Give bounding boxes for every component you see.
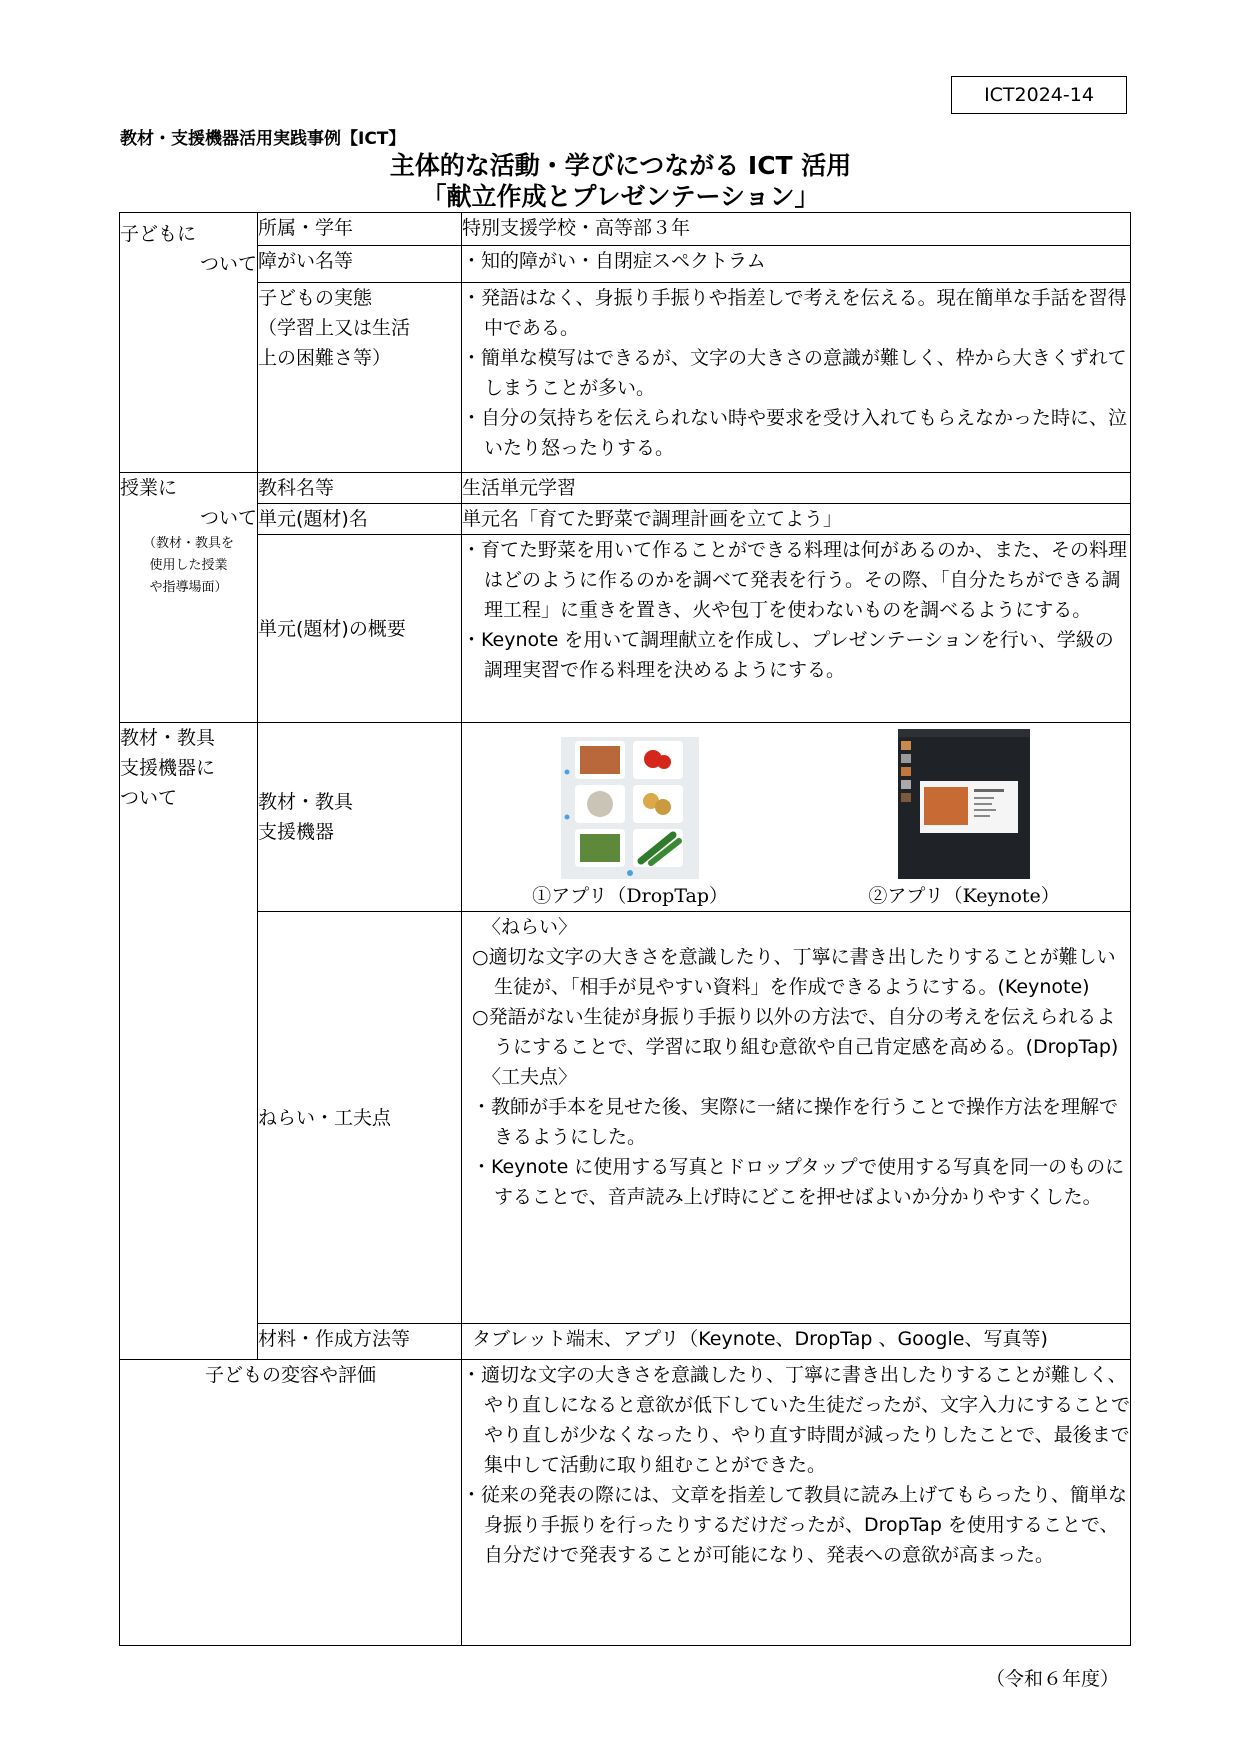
droptap-caption: ①アプリ（DropTap） xyxy=(532,885,729,907)
document-code: ICT2024-14 xyxy=(951,76,1127,114)
page-subtitle: 「献立作成とプレゼンテーション」 xyxy=(421,182,820,211)
child-state-item: ・発語はなく、身振り手振りや指差しで考えを伝える。現在簡単な手話を習得中である。 xyxy=(462,287,1127,339)
aims-heading: 〈ねらい〉 xyxy=(482,916,578,938)
ideas-item: ・Keynote に使用する写真とドロップタップで使用する写真を同一のものにすることで、音声読み上げ時にどこを押せばよいか分かりやすくした。 xyxy=(472,1156,1125,1208)
category-lesson-sub2: 使用した授業 xyxy=(149,558,228,573)
ideas-item: ・教師が手本を見せた後、実際に一緒に操作を行うことで操作方法を理解できるようにした。 xyxy=(472,1096,1119,1148)
affiliation-label: 所属・学年 xyxy=(258,213,462,246)
child-state-item: ・自分の気持ちを伝えられない時や要求を受け入れてもらえなかった時に、泣いたり怒ったりする。 xyxy=(462,407,1128,459)
aims-value xyxy=(462,912,1131,1324)
category-materials-line1: 教材・教具 xyxy=(120,727,216,749)
case-table xyxy=(119,212,1131,1646)
method-label: 材料・作成方法等 xyxy=(258,1324,462,1360)
category-materials xyxy=(120,723,258,1360)
aims-label: ねらい・工夫点 xyxy=(258,912,462,1324)
child-state-label-line1: 子どもの実態 xyxy=(258,287,373,309)
unit-overview-label: 単元(題材)の概要 xyxy=(258,535,462,723)
evaluation-item: ・適切な文字の大きさを意識したり、丁寧に書き出したりすることが難しく、やり直しになると意欲が低下していた生徒だったが、文字入力にすることでやり直しが少なくなったり、やり直す時間が減ったりしたことで、最後まで集中して活動に取り組むことができた。 xyxy=(462,1364,1131,1476)
category-lesson-line1: 授業に xyxy=(120,477,178,499)
category-materials-line3: ついて xyxy=(120,787,178,809)
aims-item: ○発語がない生徒が身振り手振り以外の方法で、自分の考えを伝えられるようにすることで、学習に取り組む意欲や自己肯定感を高める。(DropTap) xyxy=(472,1006,1119,1058)
category-lesson-sub3: や指導場面） xyxy=(149,580,228,595)
tools-label xyxy=(258,723,462,912)
aims-item: ○適切な文字の大きさを意識したり、丁寧に書き出したりすることが難しい生徒が、「相手が見やすい資料」を作成できるようにする。(Keynote) xyxy=(472,946,1116,998)
category-child-line1: 子どもに xyxy=(120,223,197,245)
document-type-label: 教材・支援機器活用実践事例【ICT】 xyxy=(120,129,406,149)
ideas-heading: 〈工夫点〉 xyxy=(482,1066,578,1088)
category-materials-line2: 支援機器に xyxy=(120,757,216,779)
evaluation-item: ・従来の発表の際には、文章を指差して教員に読み上げてもらったり、簡単な身振り手振りを行ったりするだけだったが、DropTap を使用することで、自分だけで発表することが可能になり、発表への意欲が高まった。 xyxy=(462,1484,1128,1566)
evaluation-label: 子どもの変容や評価 xyxy=(120,1360,462,1646)
disability-value: ・知的障がい・自閉症スペクトラム xyxy=(462,246,1131,283)
subject-value: 生活単元学習 xyxy=(462,473,1131,504)
category-child xyxy=(120,213,258,473)
fiscal-year-note: （令和６年度） xyxy=(985,1668,1119,1690)
unit-overview-item: ・Keynote を用いて調理献立を作成し、プレゼンテーションを行い、学級の調理実習で作る料理を決めるようにする。 xyxy=(462,629,1114,681)
category-child-line2: ついて xyxy=(199,253,257,275)
category-lesson-line2: ついて xyxy=(199,507,257,529)
keynote-caption: ②アプリ（Keynote） xyxy=(868,885,1060,907)
unit-name-value: 単元名「育てた野菜で調理計画を立てよう」 xyxy=(462,504,1131,535)
child-state-label xyxy=(258,283,462,473)
method-value: タブレット端末、アプリ（Keynote、DropTap 、Google、写真等) xyxy=(462,1324,1131,1360)
droptap-screenshot xyxy=(561,727,699,879)
keynote-screenshot xyxy=(898,729,1030,879)
unit-overview-value xyxy=(462,535,1131,723)
child-state-value xyxy=(462,283,1131,473)
affiliation-value: 特別支援学校・高等部３年 xyxy=(462,213,1131,246)
tools-label-line2: 支援機器 xyxy=(258,821,335,843)
category-lesson xyxy=(120,473,258,723)
child-state-label-line2: （学習上又は生活 xyxy=(258,317,411,339)
child-state-item: ・簡単な模写はできるが、文字の大きさの意識が難しく、枠から大きくずれてしまうことが多い。 xyxy=(462,347,1127,399)
unit-overview-item: ・育てた野菜を用いて作ることができる料理は何があるのか、また、その料理はどのように作るのかを調べて発表を行う。その際、「自分たちができる調理工程」に重きを置き、火や包丁を使わないものを調べるようにする。 xyxy=(462,539,1128,621)
category-lesson-sub1: （教材・教具を xyxy=(142,536,234,551)
child-state-label-line3: 上の困難さ等） xyxy=(258,347,392,369)
tools-images xyxy=(462,723,1131,912)
evaluation-value xyxy=(462,1360,1131,1646)
unit-name-label: 単元(題材)名 xyxy=(258,504,462,535)
page-title: 主体的な活動・学びにつながる ICT 活用 xyxy=(389,151,852,180)
subject-label: 教科名等 xyxy=(258,473,462,504)
disability-label: 障がい名等 xyxy=(258,246,462,283)
tools-label-line1: 教材・教具 xyxy=(258,791,354,813)
